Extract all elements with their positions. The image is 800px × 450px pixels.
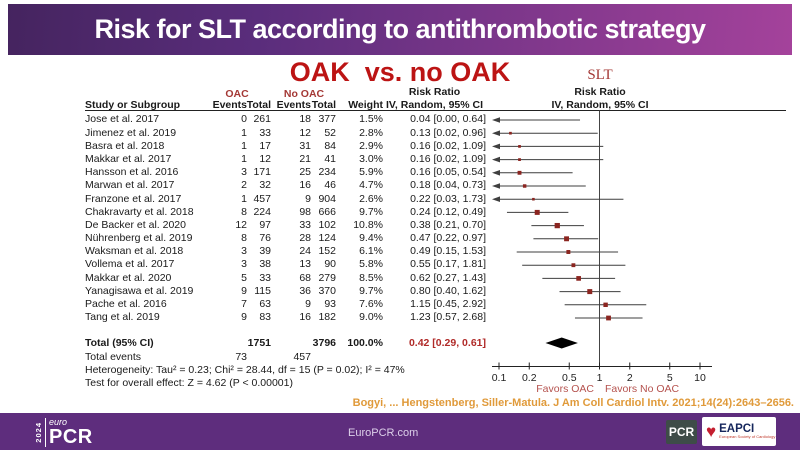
table-row — [85, 206, 486, 219]
table-row — [85, 272, 486, 285]
weight-cell: 2.8% — [359, 126, 383, 139]
svg-text:0.1: 0.1 — [491, 372, 507, 384]
total-oac-n: 1751 — [247, 337, 271, 350]
eapci-logo — [702, 417, 776, 446]
study-name-cell: Makkar et al. 2020 — [85, 271, 172, 284]
oac-total-cell: 171 — [253, 166, 271, 179]
overall-effect-line: Test for overall effect: Z = 4.62 (P < 0.00001) — [85, 376, 293, 389]
weight-cell: 1.5% — [359, 113, 383, 126]
noac-events-cell: 13 — [299, 258, 311, 271]
total-no-oac-n: 3796 — [312, 337, 336, 350]
weight-cell: 7.6% — [359, 298, 383, 311]
study-name-cell: Marwan et al. 2017 — [85, 179, 175, 192]
oac-total-header: Total — [246, 99, 271, 111]
study-name-cell: Waksman et al. 2018 — [85, 245, 184, 258]
table-row — [85, 311, 486, 324]
table-row — [85, 258, 486, 271]
risk-ratio-header: Risk Ratio — [408, 85, 461, 98]
oac-total-cell: 33 — [259, 271, 271, 284]
oac-events-cell: 1 — [241, 126, 247, 139]
noac-events-cell: 12 — [299, 126, 311, 139]
weight-cell: 2.9% — [359, 139, 383, 152]
study-name-cell: Pache et al. 2016 — [85, 298, 167, 311]
risk-ratio-cell: 1.15 [0.45, 2.92] — [410, 298, 486, 311]
study-name-cell: Basra et al. 2018 — [85, 139, 165, 152]
noac-events-cell: 9 — [305, 192, 311, 205]
table-row — [85, 166, 486, 179]
table-row — [85, 219, 486, 232]
heterogeneity-line: Heterogeneity: Tau² = 0.23; Chi² = 28.44, df = 15 (P = 0.02); I² = 47% — [85, 363, 405, 376]
no-oac-events-header: Events — [276, 99, 311, 111]
risk-ratio-cell: 0.22 [0.03, 1.73] — [410, 192, 486, 205]
risk-ratio-cell: 0.38 [0.21, 0.70] — [410, 218, 486, 231]
noac-total-cell: 152 — [318, 245, 336, 258]
plot-method-header: IV, Random, 95% CI — [551, 99, 649, 111]
weight-cell: 10.8% — [353, 218, 383, 231]
oac-events-cell: 1 — [241, 192, 247, 205]
noac-events-cell: 9 — [305, 298, 311, 311]
total-events-no-oac: 457 — [293, 350, 311, 363]
oac-total-cell: 83 — [259, 311, 271, 324]
weight-cell: 6.1% — [359, 245, 383, 258]
oac-total-cell: 261 — [253, 113, 271, 126]
noac-events-cell: 16 — [299, 179, 311, 192]
table-row — [85, 179, 486, 192]
logo-year: 2024 — [34, 422, 43, 443]
study-name-cell: Vollema et al. 2017 — [85, 258, 175, 271]
oac-events-cell: 7 — [241, 298, 247, 311]
europcr-logo — [34, 418, 93, 447]
plot-risk-ratio-header: Risk Ratio — [574, 85, 626, 98]
oac-group-header: OAC — [225, 88, 249, 100]
svg-text:2: 2 — [626, 372, 633, 384]
table-row — [85, 298, 486, 311]
noac-total-cell: 41 — [324, 152, 336, 165]
oac-total-cell: 32 — [259, 179, 271, 192]
total-events-row — [85, 350, 486, 363]
oac-events-cell: 0 — [241, 113, 247, 126]
oac-total-cell: 39 — [259, 245, 271, 258]
risk-ratio-cell: 0.55 [0.17, 1.81] — [410, 258, 486, 271]
study-name-cell: Yanagisawa et al. 2019 — [85, 284, 194, 297]
table-row — [85, 193, 486, 206]
noac-events-cell: 18 — [299, 113, 311, 126]
oac-events-cell: 3 — [241, 258, 247, 271]
noac-total-cell: 84 — [324, 139, 336, 152]
noac-events-cell: 16 — [299, 311, 311, 324]
weight-cell: 4.7% — [359, 179, 383, 192]
oac-events-header: Events — [212, 99, 247, 111]
noac-events-cell: 25 — [299, 166, 311, 179]
study-name-cell: Hansson et al. 2016 — [85, 166, 179, 179]
weight-cell: 9.4% — [359, 232, 383, 245]
total-label: Total (95% CI) — [85, 337, 154, 350]
oac-events-cell: 8 — [241, 232, 247, 245]
no-oac-total-header: Total — [311, 99, 336, 111]
svg-text:Favors No OAC: Favors No OAC — [605, 383, 680, 395]
svg-text:5: 5 — [666, 372, 673, 384]
study-name-cell: Tang et al. 2019 — [85, 311, 160, 324]
noac-events-cell: 98 — [299, 205, 311, 218]
noac-events-cell: 36 — [299, 284, 311, 297]
oac-events-cell: 5 — [241, 271, 247, 284]
total-risk-ratio: 0.42 [0.29, 0.61] — [408, 337, 486, 350]
oac-total-cell: 115 — [254, 284, 271, 297]
svg-text:0.5: 0.5 — [561, 372, 577, 384]
weight-cell: 5.8% — [359, 258, 383, 271]
oac-total-cell: 12 — [259, 152, 271, 165]
noac-events-cell: 68 — [299, 271, 311, 284]
table-row — [85, 127, 486, 140]
oac-events-cell: 2 — [241, 179, 247, 192]
heart-icon: ♥ — [706, 422, 717, 441]
study-name-cell: Jose et al. 2017 — [85, 113, 160, 126]
oac-events-cell: 9 — [241, 311, 247, 324]
eapci-name: EAPCI — [719, 422, 755, 435]
total-events-label: Total events — [85, 350, 142, 363]
pcr-logo: PCR — [666, 420, 697, 444]
weight-cell: 3.0% — [359, 152, 383, 165]
risk-ratio-cell: 0.04 [0.00, 0.64] — [410, 113, 486, 126]
table-row — [85, 245, 486, 258]
oac-events-cell: 9 — [241, 284, 247, 297]
svg-text:1: 1 — [596, 372, 603, 384]
noac-total-cell: 182 — [318, 311, 336, 324]
oac-total-cell: 17 — [259, 139, 271, 152]
footer-bar — [0, 413, 800, 450]
weight-column-header: Weight — [348, 99, 383, 111]
noac-events-cell: 28 — [299, 232, 311, 245]
risk-ratio-cell: 0.16 [0.02, 1.09] — [410, 139, 486, 152]
noac-total-cell: 904 — [318, 192, 336, 205]
table-row — [85, 285, 486, 298]
eapci-tagline: European Society of Cardiology — [719, 434, 776, 440]
oac-total-cell: 38 — [259, 258, 271, 271]
noac-events-cell: 21 — [299, 152, 311, 165]
risk-ratio-cell: 0.24 [0.12, 0.49] — [410, 205, 486, 218]
weight-cell: 5.9% — [359, 166, 383, 179]
noac-total-cell: 124 — [318, 232, 336, 245]
oac-events-cell: 3 — [241, 166, 247, 179]
title-banner — [8, 4, 792, 55]
table-row — [85, 140, 486, 153]
noac-events-cell: 33 — [299, 218, 311, 231]
risk-ratio-cell: 0.18 [0.04, 0.73] — [410, 179, 486, 192]
logo-pcr: PCR — [49, 426, 93, 448]
risk-ratio-cell: 0.16 [0.05, 0.54] — [410, 166, 486, 179]
study-name-cell: De Backer et al. 2020 — [85, 218, 186, 231]
oac-events-cell: 1 — [241, 139, 247, 152]
study-name-cell: Makkar et al. 2017 — [85, 152, 172, 165]
table-row — [85, 153, 486, 166]
logo-euro: euro — [49, 417, 68, 427]
weight-cell: 9.7% — [359, 284, 383, 297]
noac-events-cell: 31 — [299, 139, 311, 152]
weight-cell: 8.5% — [359, 271, 383, 284]
noac-total-cell: 370 — [318, 284, 336, 297]
oac-total-cell: 457 — [253, 192, 271, 205]
oac-total-cell: 224 — [253, 205, 271, 218]
oac-total-cell: 76 — [259, 232, 271, 245]
total-row — [85, 337, 486, 350]
noac-total-cell: 102 — [318, 218, 336, 231]
page-title: Risk for SLT according to antithrombotic strategy — [94, 14, 706, 44]
citation: Bogyi, ... Hengstenberg, Siller-Matula. J Am Coll Cardiol Intv. 2021;14(24):2643–2656. — [352, 397, 794, 409]
subtitle: OAK vs. no OAK — [289, 57, 511, 87]
noac-total-cell: 93 — [324, 298, 336, 311]
total-events-oac: 73 — [235, 350, 247, 363]
risk-ratio-cell: 0.16 [0.02, 1.09] — [410, 152, 486, 165]
oac-events-cell: 3 — [241, 245, 247, 258]
noac-total-cell: 279 — [318, 271, 336, 284]
footer-url: EuroPCR.com — [348, 427, 419, 439]
risk-ratio-cell: 0.49 [0.15, 1.53] — [410, 245, 486, 258]
svg-text:Favors OAC: Favors OAC — [536, 383, 594, 395]
oac-total-cell: 33 — [259, 126, 271, 139]
weight-cell: 9.0% — [359, 311, 383, 324]
weight-cell: 2.6% — [359, 192, 383, 205]
study-table — [85, 113, 486, 324]
svg-text:10: 10 — [694, 372, 706, 384]
oac-total-cell: 97 — [259, 218, 271, 231]
oac-events-cell: 8 — [241, 205, 247, 218]
plot-outcome-label: SLT — [587, 67, 613, 83]
study-column-header: Study or Subgroup — [85, 99, 181, 111]
risk-ratio-cell: 1.23 [0.57, 2.68] — [410, 311, 486, 324]
risk-ratio-cell: 0.62 [0.27, 1.43] — [410, 271, 486, 284]
oac-events-cell: 12 — [235, 218, 247, 231]
svg-text:0.2: 0.2 — [521, 372, 537, 384]
no-oac-group-header: No OAC — [283, 88, 325, 100]
noac-total-cell: 46 — [324, 179, 336, 192]
weight-cell: 9.7% — [359, 205, 383, 218]
study-name-cell: Jimenez et al. 2019 — [85, 126, 177, 139]
risk-ratio-cell: 0.80 [0.40, 1.62] — [410, 284, 486, 297]
risk-ratio-cell: 0.47 [0.22, 0.97] — [410, 232, 486, 245]
noac-total-cell: 52 — [324, 126, 336, 139]
risk-ratio-cell: 0.13 [0.02, 0.96] — [410, 126, 486, 139]
oac-total-cell: 63 — [259, 298, 271, 311]
table-row — [85, 113, 486, 126]
method-header: IV, Random, 95% CI — [385, 99, 484, 111]
noac-total-cell: 90 — [324, 258, 336, 271]
study-name-cell: Nührenberg et al. 2019 — [85, 232, 193, 245]
noac-events-cell: 24 — [299, 245, 311, 258]
table-row — [85, 232, 486, 245]
noac-total-cell: 377 — [318, 113, 336, 126]
study-name-cell: Franzone et al. 2017 — [85, 192, 182, 205]
study-name-cell: Chakravarty et al. 2018 — [85, 205, 194, 218]
noac-total-cell: 234 — [318, 166, 336, 179]
total-weight: 100.0% — [347, 337, 383, 350]
noac-total-cell: 666 — [318, 205, 336, 218]
oac-events-cell: 1 — [241, 152, 247, 165]
